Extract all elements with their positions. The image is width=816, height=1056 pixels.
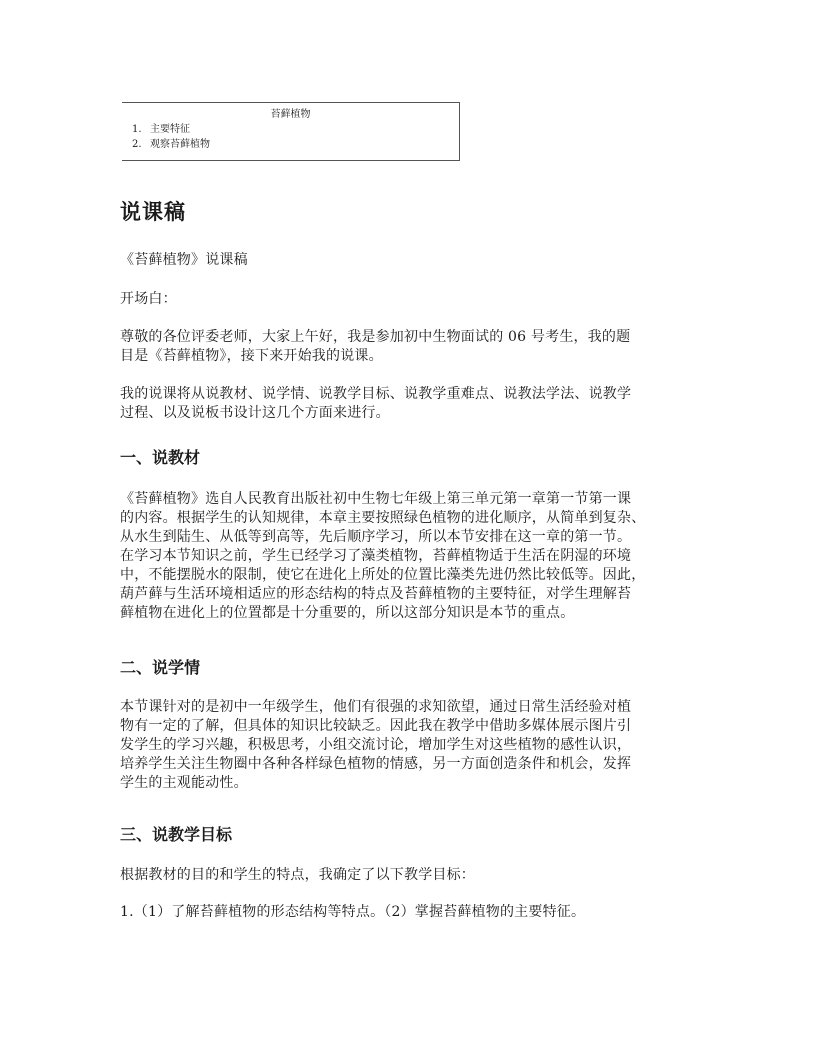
textbook-line: 中，不能摆脱水的限制，使它在进化上所处的位置比藻类先进仍然比较低等。因此， — [120, 567, 646, 583]
goal-item-1: 1.（1）了解苔藓植物的形态结构等特点。（2）掌握苔藓植物的主要特征。 — [120, 904, 586, 920]
opening-label: 开场白： — [120, 291, 177, 307]
students-line: 物有一定的了解，但具体的知识比较缺乏。因此我在教学中借助多媒体展示图片引 — [120, 718, 632, 734]
textbook-line: 在学习本节知识之前，学生已经学习了藻类植物，苔藓植物适于生活在阴湿的环境 — [120, 548, 632, 564]
textbook-line: 的内容。根据学生的认知规律，本章主要按照绿色植物的进化顺序，从简单到复杂、 — [120, 510, 646, 526]
students-line: 学生的主观能动性。 — [120, 775, 248, 791]
blackboard-design-box — [122, 102, 460, 161]
goals-intro: 根据教材的目的和学生的特点，我确定了以下教学目标： — [120, 867, 475, 883]
textbook-line: 藓植物在进化上的位置都是十分重要的，所以这部分知识是本节的重点。 — [120, 605, 575, 621]
document-title: 说课稿 — [120, 200, 186, 224]
plan-line-1: 我的说课将从说教材、说学情、说教学目标、说教学重难点、说教法学法、说教学 — [120, 386, 632, 402]
board-item-2 — [132, 137, 459, 152]
students-line: 本节课针对的是初中一年级学生，他们有很强的求知欲望，通过日常生活经验对植 — [120, 699, 632, 715]
students-line: 发学生的学习兴趣，积极思考，小组交流讨论，增加学生对这些植物的感性认识， — [120, 737, 632, 753]
section-heading-goals: 三、说教学目标 — [120, 825, 233, 844]
section-heading-students: 二、说学情 — [120, 658, 201, 677]
board-list — [122, 122, 459, 152]
board-item-text: 观察苔藓植物 — [150, 139, 210, 150]
section-heading-textbook: 一、说教材 — [120, 448, 201, 467]
textbook-line: 葫芦藓与生活环境相适应的形态结构的特点及苔藓植物的主要特征，对学生理解苔 — [120, 586, 632, 602]
students-line: 培养学生关注生物圈中各种各样绿色植物的情感，另一方面创造条件和机会，发挥 — [120, 756, 632, 772]
board-item-text: 主要特征 — [150, 124, 190, 135]
lesson-subtitle: 《苔藓植物》说课稿 — [120, 252, 248, 268]
plan-line-2: 过程、以及说板书设计这几个方面来进行。 — [120, 405, 390, 421]
board-title: 苔藓植物 — [270, 109, 311, 120]
greeting-line-2: 目是《苔藓植物》，接下来开始我的说课。 — [120, 348, 383, 364]
textbook-line: 从水生到陆生、从低等到高等，先后顺序学习，所以本节安排在这一章的第一节。 — [120, 529, 632, 545]
textbook-line: 《苔藓植物》选自人民教育出版社初中生物七年级上第三单元第一章第一节第一课 — [120, 491, 632, 507]
board-item-number: 1. — [132, 124, 142, 135]
greeting-line-1: 尊敬的各位评委老师，大家上午好，我是参加初中生物面试的 06 号考生，我的题 — [120, 329, 631, 345]
board-item-1 — [132, 122, 459, 137]
board-item-number: 2. — [132, 139, 142, 150]
